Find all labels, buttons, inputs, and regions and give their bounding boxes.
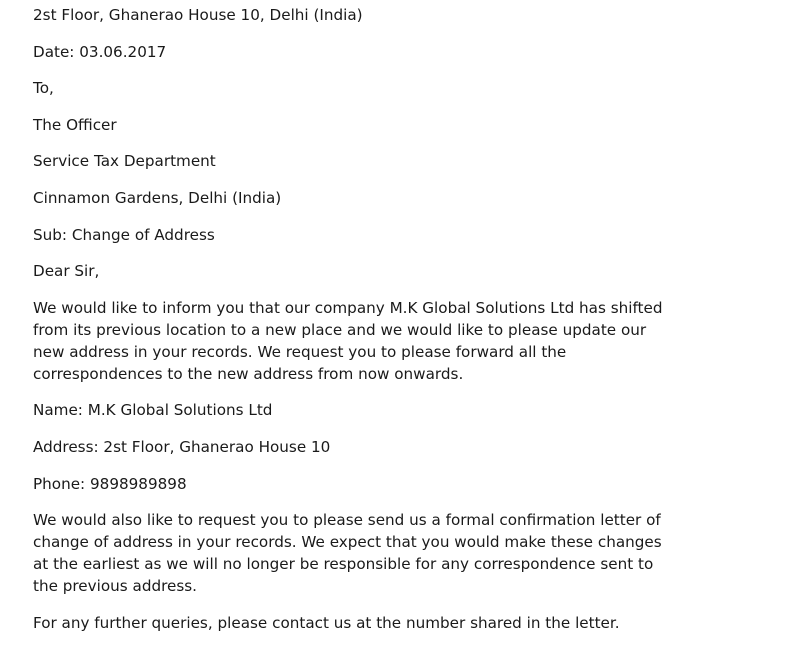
sender-address: 2st Floor, Ghanerao House 10, Delhi (India): [33, 6, 363, 24]
recipient-department: Service Tax Department: [33, 152, 216, 171]
letter-document: [33, 4, 753, 648]
recipient-title: The Officer: [33, 115, 117, 134]
company-address: Address: 2st Floor, Ghanerao House 10: [33, 437, 331, 456]
paragraph-line: We would also like to request you to please send us a formal confirmation letter of: [33, 511, 661, 530]
body-paragraph-2: [33, 509, 753, 597]
paragraph-line: new address in your records. We request you to please forward all the: [33, 342, 567, 361]
paragraph-line: from its previous location to a new place and we would like to please update our: [33, 320, 647, 339]
salutation: Dear Sir,: [33, 262, 100, 281]
body-paragraph-1: [33, 297, 753, 385]
paragraph-line: the previous address.: [33, 577, 198, 596]
letter-date: Date: 03.06.2017: [33, 42, 167, 61]
paragraph-line: change of address in your records. We expect that you would make these changes: [33, 533, 662, 552]
recipient-address: Cinnamon Gardens, Delhi (India): [33, 188, 282, 207]
paragraph-line: We would like to inform you that our company M.K Global Solutions Ltd has shifted: [33, 298, 663, 317]
paragraph-line: at the earliest as we will no longer be responsible for any correspondence sent to: [33, 555, 654, 574]
to-label: To,: [33, 79, 54, 98]
company-phone: Phone: 9898989898: [33, 474, 187, 493]
company-name: Name: M.K Global Solutions Ltd: [33, 401, 273, 420]
paragraph-line: correspondences to the new address from now onwards.: [33, 364, 464, 383]
subject-line: Sub: Change of Address: [33, 225, 215, 244]
closing-line: For any further queries, please contact us at the number shared in the letter.: [33, 613, 620, 632]
